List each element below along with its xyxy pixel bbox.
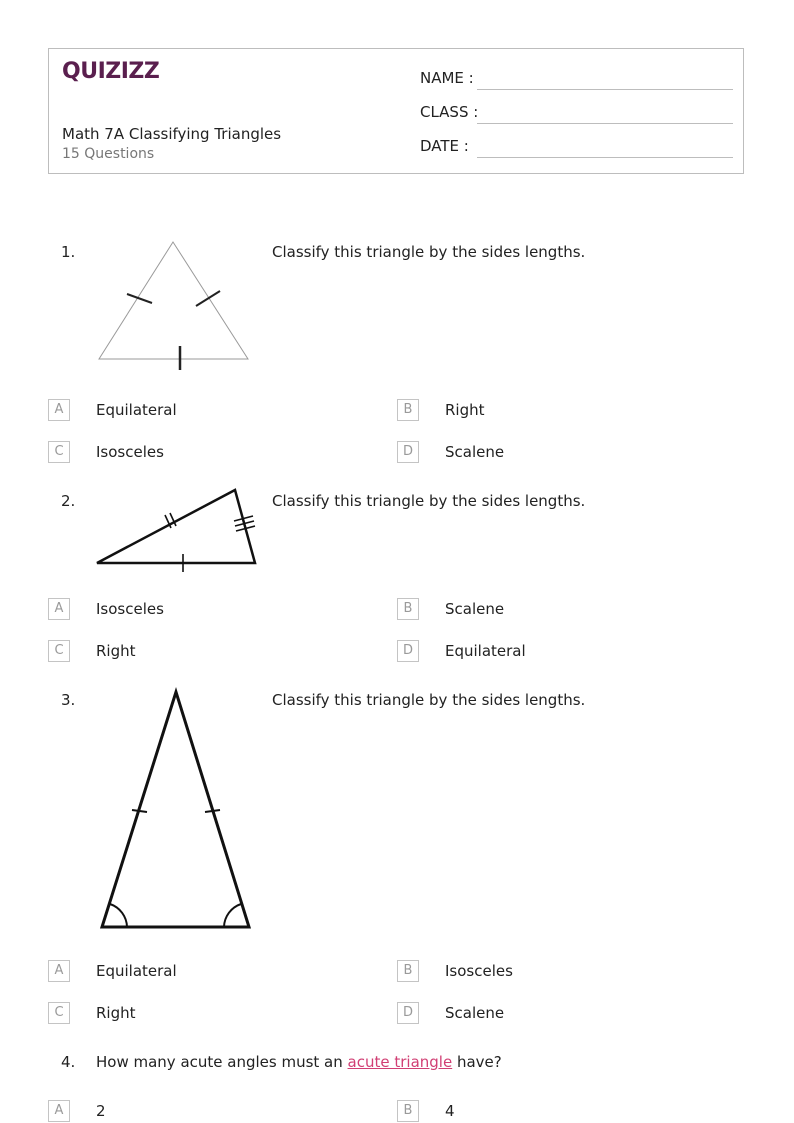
option-a-box[interactable]: A	[48, 1100, 70, 1122]
question-4-text-before: How many acute angles must an	[96, 1053, 348, 1071]
question-3-number: 3.	[61, 691, 76, 709]
option-b-box[interactable]: B	[397, 598, 419, 620]
worksheet-title: Math 7A Classifying Triangles	[62, 125, 282, 143]
option-c-text: Isosceles	[96, 443, 164, 461]
option-c-text: Right	[96, 1004, 136, 1022]
date-label: DATE :	[420, 137, 469, 155]
option-d-text: Scalene	[445, 1004, 505, 1022]
option-d-box[interactable]: D	[397, 640, 419, 662]
equilateral-triangle-figure	[96, 240, 252, 372]
option-d-box[interactable]: D	[397, 441, 419, 463]
class-label: CLASS :	[420, 103, 479, 121]
option-b-box[interactable]: B	[397, 399, 419, 421]
option-a-text: 2	[96, 1102, 106, 1120]
option-b-box[interactable]: B	[397, 1100, 419, 1122]
question-1-number: 1.	[61, 243, 76, 261]
option-b-text: Scalene	[445, 600, 505, 618]
question-3-text: Classify this triangle by the sides lengths.	[272, 691, 586, 709]
option-a-box[interactable]: A	[48, 598, 70, 620]
name-field[interactable]	[477, 89, 733, 90]
question-4-text	[96, 1053, 502, 1071]
quizizz-logo: QUIZIZZ	[62, 59, 160, 84]
question-2-text: Classify this triangle by the sides lengths.	[272, 492, 586, 510]
option-c-box[interactable]: C	[48, 441, 70, 463]
name-label: NAME :	[420, 69, 474, 87]
isosceles-triangle-figure	[96, 688, 256, 932]
option-a-text: Equilateral	[96, 962, 177, 980]
option-c-box[interactable]: C	[48, 640, 70, 662]
question-count: 15 Questions	[62, 146, 155, 162]
option-a-text: Isosceles	[96, 600, 164, 618]
option-b-text: Isosceles	[445, 962, 513, 980]
question-2-number: 2.	[61, 492, 76, 510]
question-1-text: Classify this triangle by the sides lengths.	[272, 243, 586, 261]
class-field[interactable]	[477, 123, 733, 124]
option-a-box[interactable]: A	[48, 399, 70, 421]
date-field[interactable]	[477, 157, 733, 158]
option-d-text: Scalene	[445, 443, 505, 461]
option-a-box[interactable]: A	[48, 960, 70, 982]
acute-triangle-link[interactable]: acute triangle	[347, 1053, 453, 1071]
worksheet-header	[48, 48, 744, 174]
option-a-text: Equilateral	[96, 401, 177, 419]
option-c-box[interactable]: C	[48, 1002, 70, 1024]
option-b-box[interactable]: B	[397, 960, 419, 982]
option-c-text: Right	[96, 642, 136, 660]
option-d-box[interactable]: D	[397, 1002, 419, 1024]
question-4-number: 4.	[61, 1053, 76, 1071]
option-b-text: 4	[445, 1102, 455, 1120]
option-b-text: Right	[445, 401, 485, 419]
scalene-triangle-figure	[96, 488, 258, 574]
question-4-text-after: have?	[452, 1053, 502, 1071]
option-d-text: Equilateral	[445, 642, 526, 660]
